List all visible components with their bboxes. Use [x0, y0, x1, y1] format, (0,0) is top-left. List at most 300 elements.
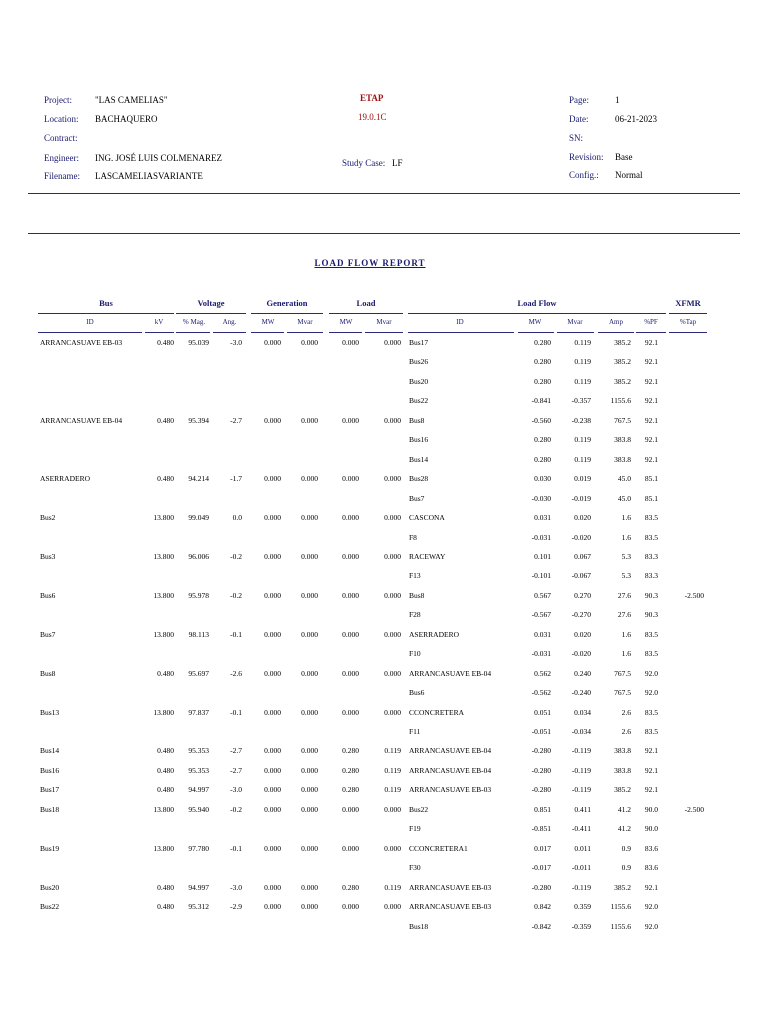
flow-mvar: 0.067: [574, 552, 591, 561]
flow-pf: 83.5: [644, 708, 658, 717]
gen-mvar: 0.000: [301, 746, 318, 755]
group-load: Load: [356, 298, 376, 308]
flow-to-id: ARRANCASUAVE EB-03: [409, 883, 492, 892]
location-label: Location:: [44, 114, 79, 124]
gen-mw: 0.000: [264, 474, 281, 483]
flow-mw: -0.562: [531, 688, 551, 697]
flow-pf: 90.3: [644, 591, 658, 600]
sn-label: SN:: [569, 133, 584, 143]
app-version: 19.0.1C: [358, 112, 387, 122]
bus-kv: 0.480: [157, 883, 174, 892]
flow-pf: 92.1: [644, 746, 658, 755]
load-mw: 0.280: [342, 785, 359, 794]
flow-mw: -0.841: [531, 396, 551, 405]
gen-mvar: 0.000: [301, 513, 318, 522]
flow-to-id: F19: [409, 824, 421, 833]
flow-mw: -0.842: [531, 922, 551, 931]
flow-mvar: -0.238: [571, 416, 591, 425]
flow-mvar: -0.411: [571, 824, 591, 833]
flow-to-id: CCONCRETERA: [409, 708, 465, 717]
title-divider: [28, 233, 740, 234]
flow-to-id: Bus26: [409, 357, 429, 366]
flow-to-id: Bus28: [409, 474, 429, 483]
report-title: LOAD FLOW REPORT: [314, 258, 426, 268]
bus-kv: 0.480: [157, 785, 174, 794]
flow-pf: 83.6: [644, 844, 658, 853]
load-mvar: 0.119: [384, 785, 401, 794]
filename-value: LASCAMELIASVARIANTE: [95, 171, 203, 181]
flow-to-id: ASERRADERO: [409, 630, 460, 639]
flow-mvar: -0.240: [571, 688, 591, 697]
flow-amp: 1155.6: [610, 902, 631, 911]
flow-to-id: F13: [409, 571, 421, 580]
flow-pf: 92.0: [644, 902, 658, 911]
flow-amp: 45.0: [617, 474, 631, 483]
load-mvar: 0.000: [384, 669, 401, 678]
col-underline: [287, 332, 323, 333]
bus-kv: 0.480: [157, 416, 174, 425]
voltage-mag: 98.113: [188, 630, 209, 639]
group-voltage: Voltage: [197, 298, 225, 308]
flow-mvar: -0.119: [571, 883, 591, 892]
flow-mw: -0.851: [531, 824, 551, 833]
flow-amp: 385.2: [614, 338, 631, 347]
date-label: Date:: [569, 114, 589, 124]
bus-id: Bus13: [40, 708, 60, 717]
voltage-ang: -2.9: [230, 902, 242, 911]
flow-mvar: 0.270: [574, 591, 591, 600]
flow-to-id: ARRANCASUAVE EB-03: [409, 902, 492, 911]
gen-mvar: 0.000: [301, 474, 318, 483]
flow-mvar: 0.019: [574, 474, 591, 483]
flow-amp: 383.8: [614, 746, 631, 755]
gen-mw: 0.000: [264, 844, 281, 853]
group-underline: [176, 313, 246, 314]
flow-mvar: 0.119: [574, 435, 591, 444]
flow-to-id: ARRANCASUAVE EB-04: [409, 746, 492, 755]
col-underline: [251, 332, 284, 333]
group-underline: [251, 313, 323, 314]
flow-pf: 92.0: [644, 688, 658, 697]
bus-id: Bus8: [40, 669, 56, 678]
load-mw: 0.000: [342, 474, 359, 483]
load-mw: 0.000: [342, 591, 359, 600]
gen-mw: 0.000: [264, 552, 281, 561]
bus-kv: 0.480: [157, 474, 174, 483]
flow-amp: 1.6: [621, 630, 631, 639]
flow-mvar: -0.359: [571, 922, 591, 931]
gen-mvar: 0.000: [301, 766, 318, 775]
bus-kv: 0.480: [157, 669, 174, 678]
bus-id: ARRANCASUAVE EB-03: [40, 338, 123, 347]
voltage-ang: 0.0: [232, 513, 242, 522]
xfmr-tap: -2.500: [684, 805, 704, 814]
voltage-mag: 95.697: [188, 669, 209, 678]
col-lf-mvar: Mvar: [567, 318, 583, 326]
gen-mw: 0.000: [264, 416, 281, 425]
gen-mvar: 0.000: [301, 708, 318, 717]
bus-kv: 13.800: [153, 552, 174, 561]
config-value: Normal: [615, 170, 643, 180]
flow-amp: 383.8: [614, 766, 631, 775]
page-value: 1: [615, 95, 620, 105]
flow-mw: -0.567: [531, 610, 551, 619]
flow-pf: 90.0: [644, 805, 658, 814]
bus-id: Bus14: [40, 746, 60, 755]
voltage-ang: -0.2: [230, 591, 242, 600]
gen-mvar: 0.000: [301, 591, 318, 600]
flow-mvar: 0.119: [574, 377, 591, 386]
date-value: 06-21-2023: [615, 114, 657, 124]
flow-to-id: ARRANCASUAVE EB-03: [409, 785, 492, 794]
flow-amp: 1155.6: [610, 396, 631, 405]
bus-kv: 13.800: [153, 591, 174, 600]
flow-mw: -0.560: [531, 416, 551, 425]
load-mvar: 0.119: [384, 746, 401, 755]
load-mvar: 0.000: [384, 338, 401, 347]
col-underline: [329, 332, 362, 333]
bus-id: Bus19: [40, 844, 60, 853]
flow-amp: 767.5: [614, 688, 631, 697]
flow-to-id: CCONCRETERA1: [409, 844, 468, 853]
voltage-ang: -0.2: [230, 805, 242, 814]
flow-mw: 0.851: [534, 805, 551, 814]
flow-amp: 385.2: [614, 357, 631, 366]
flow-mw: 0.567: [534, 591, 551, 600]
col-gen-mw: MW: [261, 318, 275, 326]
col-gen-mvar: Mvar: [297, 318, 313, 326]
flow-mw: -0.280: [531, 766, 551, 775]
flow-amp: 0.9: [621, 844, 631, 853]
flow-pf: 92.0: [644, 922, 658, 931]
bus-kv: 13.800: [153, 844, 174, 853]
flow-mvar: 0.359: [574, 902, 591, 911]
col-underline: [557, 332, 594, 333]
flow-pf: 92.0: [644, 669, 658, 678]
load-mvar: 0.119: [384, 766, 401, 775]
load-mw: 0.000: [342, 513, 359, 522]
bus-id: Bus17: [40, 785, 60, 794]
bus-kv: 0.480: [157, 766, 174, 775]
flow-amp: 383.8: [614, 455, 631, 464]
bus-id: ARRANCASUAVE EB-04: [40, 416, 123, 425]
bus-id: Bus20: [40, 883, 60, 892]
flow-amp: 27.6: [617, 591, 631, 600]
gen-mvar: 0.000: [301, 416, 318, 425]
load-mw: 0.280: [342, 883, 359, 892]
flow-to-id: F30: [409, 863, 421, 872]
col-underline: [408, 332, 514, 333]
bus-kv: 13.800: [153, 630, 174, 639]
flow-to-id: F10: [409, 649, 421, 658]
gen-mvar: 0.000: [301, 883, 318, 892]
flow-amp: 5.3: [621, 552, 631, 561]
flow-amp: 1155.6: [610, 922, 631, 931]
col-load-mvar: Mvar: [376, 318, 392, 326]
flow-pf: 92.1: [644, 435, 658, 444]
page-label: Page:: [569, 95, 589, 105]
flow-to-id: F11: [409, 727, 421, 736]
voltage-mag: 95.394: [188, 416, 209, 425]
flow-pf: 83.5: [644, 533, 658, 542]
flow-amp: 5.3: [621, 571, 631, 580]
flow-pf: 90.0: [644, 824, 658, 833]
study-case-label: Study Case:: [342, 158, 386, 168]
flow-mvar: 0.119: [574, 357, 591, 366]
location-value: BACHAQUERO: [95, 114, 158, 124]
flow-mvar: 0.020: [574, 630, 591, 639]
flow-to-id: Bus18: [409, 922, 429, 931]
gen-mvar: 0.000: [301, 785, 318, 794]
bus-id: Bus7: [40, 630, 56, 639]
load-mvar: 0.000: [384, 844, 401, 853]
flow-mvar: 0.020: [574, 513, 591, 522]
load-mw: 0.000: [342, 708, 359, 717]
flow-mw: 0.280: [534, 455, 551, 464]
voltage-ang: -1.7: [230, 474, 242, 483]
gen-mvar: 0.000: [301, 902, 318, 911]
flow-pf: 85.1: [644, 474, 658, 483]
flow-amp: 41.2: [617, 805, 631, 814]
flow-mw: -0.030: [531, 494, 551, 503]
group-underline: [329, 313, 403, 314]
load-mw: 0.000: [342, 630, 359, 639]
flow-to-id: Bus17: [409, 338, 429, 347]
voltage-mag: 94.997: [188, 785, 209, 794]
load-mw: 0.000: [342, 844, 359, 853]
xfmr-tap: -2.500: [684, 591, 704, 600]
flow-pf: 90.3: [644, 610, 658, 619]
flow-pf: 92.1: [644, 338, 658, 347]
voltage-mag: 96.006: [188, 552, 209, 561]
flow-mvar: 0.240: [574, 669, 591, 678]
col-underline: [145, 332, 174, 333]
load-mvar: 0.000: [384, 630, 401, 639]
gen-mvar: 0.000: [301, 338, 318, 347]
voltage-mag: 95.312: [188, 902, 209, 911]
col-underline: [213, 332, 246, 333]
flow-to-id: F8: [409, 533, 417, 542]
gen-mw: 0.000: [264, 883, 281, 892]
flow-amp: 767.5: [614, 416, 631, 425]
load-mvar: 0.000: [384, 805, 401, 814]
flow-amp: 1.6: [621, 513, 631, 522]
contract-label: Contract:: [44, 133, 78, 143]
gen-mvar: 0.000: [301, 669, 318, 678]
bus-kv: 13.800: [153, 513, 174, 522]
flow-pf: 83.5: [644, 727, 658, 736]
config-label: Config.:: [569, 170, 599, 180]
flow-mw: -0.280: [531, 785, 551, 794]
col-load-mw: MW: [339, 318, 353, 326]
flow-mw: 0.030: [534, 474, 551, 483]
flow-mvar: 0.119: [574, 338, 591, 347]
project-label: Project:: [44, 95, 72, 105]
flow-to-id: CASCONA: [409, 513, 445, 522]
flow-to-id: Bus7: [409, 494, 425, 503]
load-mw: 0.000: [342, 805, 359, 814]
flow-mvar: -0.011: [571, 863, 591, 872]
col-underline: [176, 332, 210, 333]
revision-value: Base: [615, 152, 633, 162]
flow-pf: 83.5: [644, 513, 658, 522]
col-amp: Amp: [609, 318, 623, 326]
flow-mw: -0.017: [531, 863, 551, 872]
flow-mw: 0.280: [534, 338, 551, 347]
flow-mw: 0.280: [534, 435, 551, 444]
flow-mw: 0.031: [534, 630, 551, 639]
flow-amp: 383.8: [614, 435, 631, 444]
voltage-mag: 95.353: [188, 746, 209, 755]
voltage-ang: -2.7: [230, 766, 242, 775]
flow-mw: -0.031: [531, 649, 551, 658]
flow-mvar: -0.119: [571, 785, 591, 794]
col-underline: [365, 332, 403, 333]
flow-amp: 2.6: [621, 708, 631, 717]
load-mvar: 0.000: [384, 591, 401, 600]
load-mw: 0.000: [342, 552, 359, 561]
flow-mvar: -0.270: [571, 610, 591, 619]
flow-mvar: -0.020: [571, 649, 591, 658]
flow-amp: 1.6: [621, 649, 631, 658]
flow-mw: 0.842: [534, 902, 551, 911]
voltage-ang: -2.6: [230, 669, 242, 678]
voltage-mag: 97.837: [188, 708, 209, 717]
filename-label: Filename:: [44, 171, 80, 181]
flow-amp: 2.6: [621, 727, 631, 736]
voltage-ang: -0.1: [230, 630, 242, 639]
gen-mw: 0.000: [264, 630, 281, 639]
flow-pf: 83.5: [644, 630, 658, 639]
voltage-ang: -0.1: [230, 708, 242, 717]
col-ang: Ang.: [222, 318, 237, 326]
flow-pf: 92.1: [644, 785, 658, 794]
voltage-mag: 94.997: [188, 883, 209, 892]
flow-pf: 92.1: [644, 377, 658, 386]
flow-mw: -0.101: [531, 571, 551, 580]
voltage-ang: -0.2: [230, 552, 242, 561]
flow-amp: 767.5: [614, 669, 631, 678]
load-mvar: 0.119: [384, 883, 401, 892]
bus-kv: 0.480: [157, 746, 174, 755]
flow-mvar: -0.119: [571, 746, 591, 755]
flow-amp: 0.9: [621, 863, 631, 872]
flow-to-id: Bus22: [409, 396, 429, 405]
flow-amp: 385.2: [614, 785, 631, 794]
flow-mw: -0.031: [531, 533, 551, 542]
voltage-mag: 94.214: [188, 474, 209, 483]
group-load-flow: Load Flow: [517, 298, 557, 308]
bus-kv: 0.480: [157, 338, 174, 347]
gen-mw: 0.000: [264, 513, 281, 522]
app-name: ETAP: [360, 93, 384, 103]
flow-mvar: -0.019: [571, 494, 591, 503]
engineer-value: ING. JOSÉ LUIS COLMENAREZ: [95, 153, 222, 163]
flow-to-id: ARRANCASUAVE EB-04: [409, 766, 492, 775]
bus-kv: 13.800: [153, 805, 174, 814]
flow-mw: -0.051: [531, 727, 551, 736]
flow-to-id: Bus16: [409, 435, 429, 444]
col-underline: [518, 332, 554, 333]
flow-mw: 0.562: [534, 669, 551, 678]
load-mw: 0.280: [342, 746, 359, 755]
flow-mvar: 0.411: [574, 805, 591, 814]
group-underline: [408, 313, 666, 314]
voltage-mag: 95.353: [188, 766, 209, 775]
flow-amp: 385.2: [614, 377, 631, 386]
load-mvar: 0.000: [384, 552, 401, 561]
flow-amp: 45.0: [617, 494, 631, 503]
gen-mvar: 0.000: [301, 630, 318, 639]
col-underline: [636, 332, 666, 333]
flow-to-id: Bus22: [409, 805, 429, 814]
bus-id: ASERRADERO: [40, 474, 91, 483]
gen-mw: 0.000: [264, 785, 281, 794]
flow-to-id: Bus8: [409, 416, 425, 425]
gen-mw: 0.000: [264, 746, 281, 755]
flow-mvar: -0.020: [571, 533, 591, 542]
header-divider: [28, 193, 740, 194]
gen-mw: 0.000: [264, 591, 281, 600]
load-mw: 0.000: [342, 669, 359, 678]
flow-to-id: ARRANCASUAVE EB-04: [409, 669, 492, 678]
flow-pf: 83.5: [644, 649, 658, 658]
flow-mvar: -0.034: [571, 727, 591, 736]
flow-amp: 41.2: [617, 824, 631, 833]
revision-label: Revision:: [569, 152, 604, 162]
flow-mw: 0.051: [534, 708, 551, 717]
flow-mw: 0.101: [534, 552, 551, 561]
flow-mvar: -0.119: [571, 766, 591, 775]
flow-pf: 92.1: [644, 396, 658, 405]
load-mvar: 0.000: [384, 416, 401, 425]
flow-to-id: Bus20: [409, 377, 429, 386]
gen-mvar: 0.000: [301, 552, 318, 561]
load-mw: 0.000: [342, 416, 359, 425]
flow-mw: 0.280: [534, 357, 551, 366]
flow-to-id: Bus6: [409, 688, 425, 697]
flow-mvar: -0.067: [571, 571, 591, 580]
flow-mvar: 0.011: [574, 844, 591, 853]
col-underline: [38, 332, 142, 333]
flow-mw: -0.280: [531, 883, 551, 892]
voltage-ang: -2.7: [230, 416, 242, 425]
col-id: ID: [86, 318, 94, 326]
study-case-value: LF: [392, 158, 403, 168]
project-value: "LAS CAMELIAS": [95, 95, 168, 105]
gen-mw: 0.000: [264, 902, 281, 911]
flow-to-id: RACEWAY: [409, 552, 446, 561]
flow-to-id: Bus14: [409, 455, 429, 464]
flow-pf: 92.1: [644, 455, 658, 464]
load-mw: 0.000: [342, 338, 359, 347]
bus-kv: 13.800: [153, 708, 174, 717]
col-underline: [669, 332, 707, 333]
flow-pf: 92.1: [644, 357, 658, 366]
load-mvar: 0.000: [384, 708, 401, 717]
voltage-mag: 97.780: [188, 844, 209, 853]
bus-id: Bus22: [40, 902, 60, 911]
gen-mvar: 0.000: [301, 805, 318, 814]
flow-pf: 83.3: [644, 571, 658, 580]
flow-pf: 85.1: [644, 494, 658, 503]
flow-amp: 27.6: [617, 610, 631, 619]
flow-mvar: 0.034: [574, 708, 591, 717]
load-mw: 0.000: [342, 902, 359, 911]
flow-to-id: Bus8: [409, 591, 425, 600]
col-underline: [598, 332, 634, 333]
flow-pf: 92.1: [644, 883, 658, 892]
